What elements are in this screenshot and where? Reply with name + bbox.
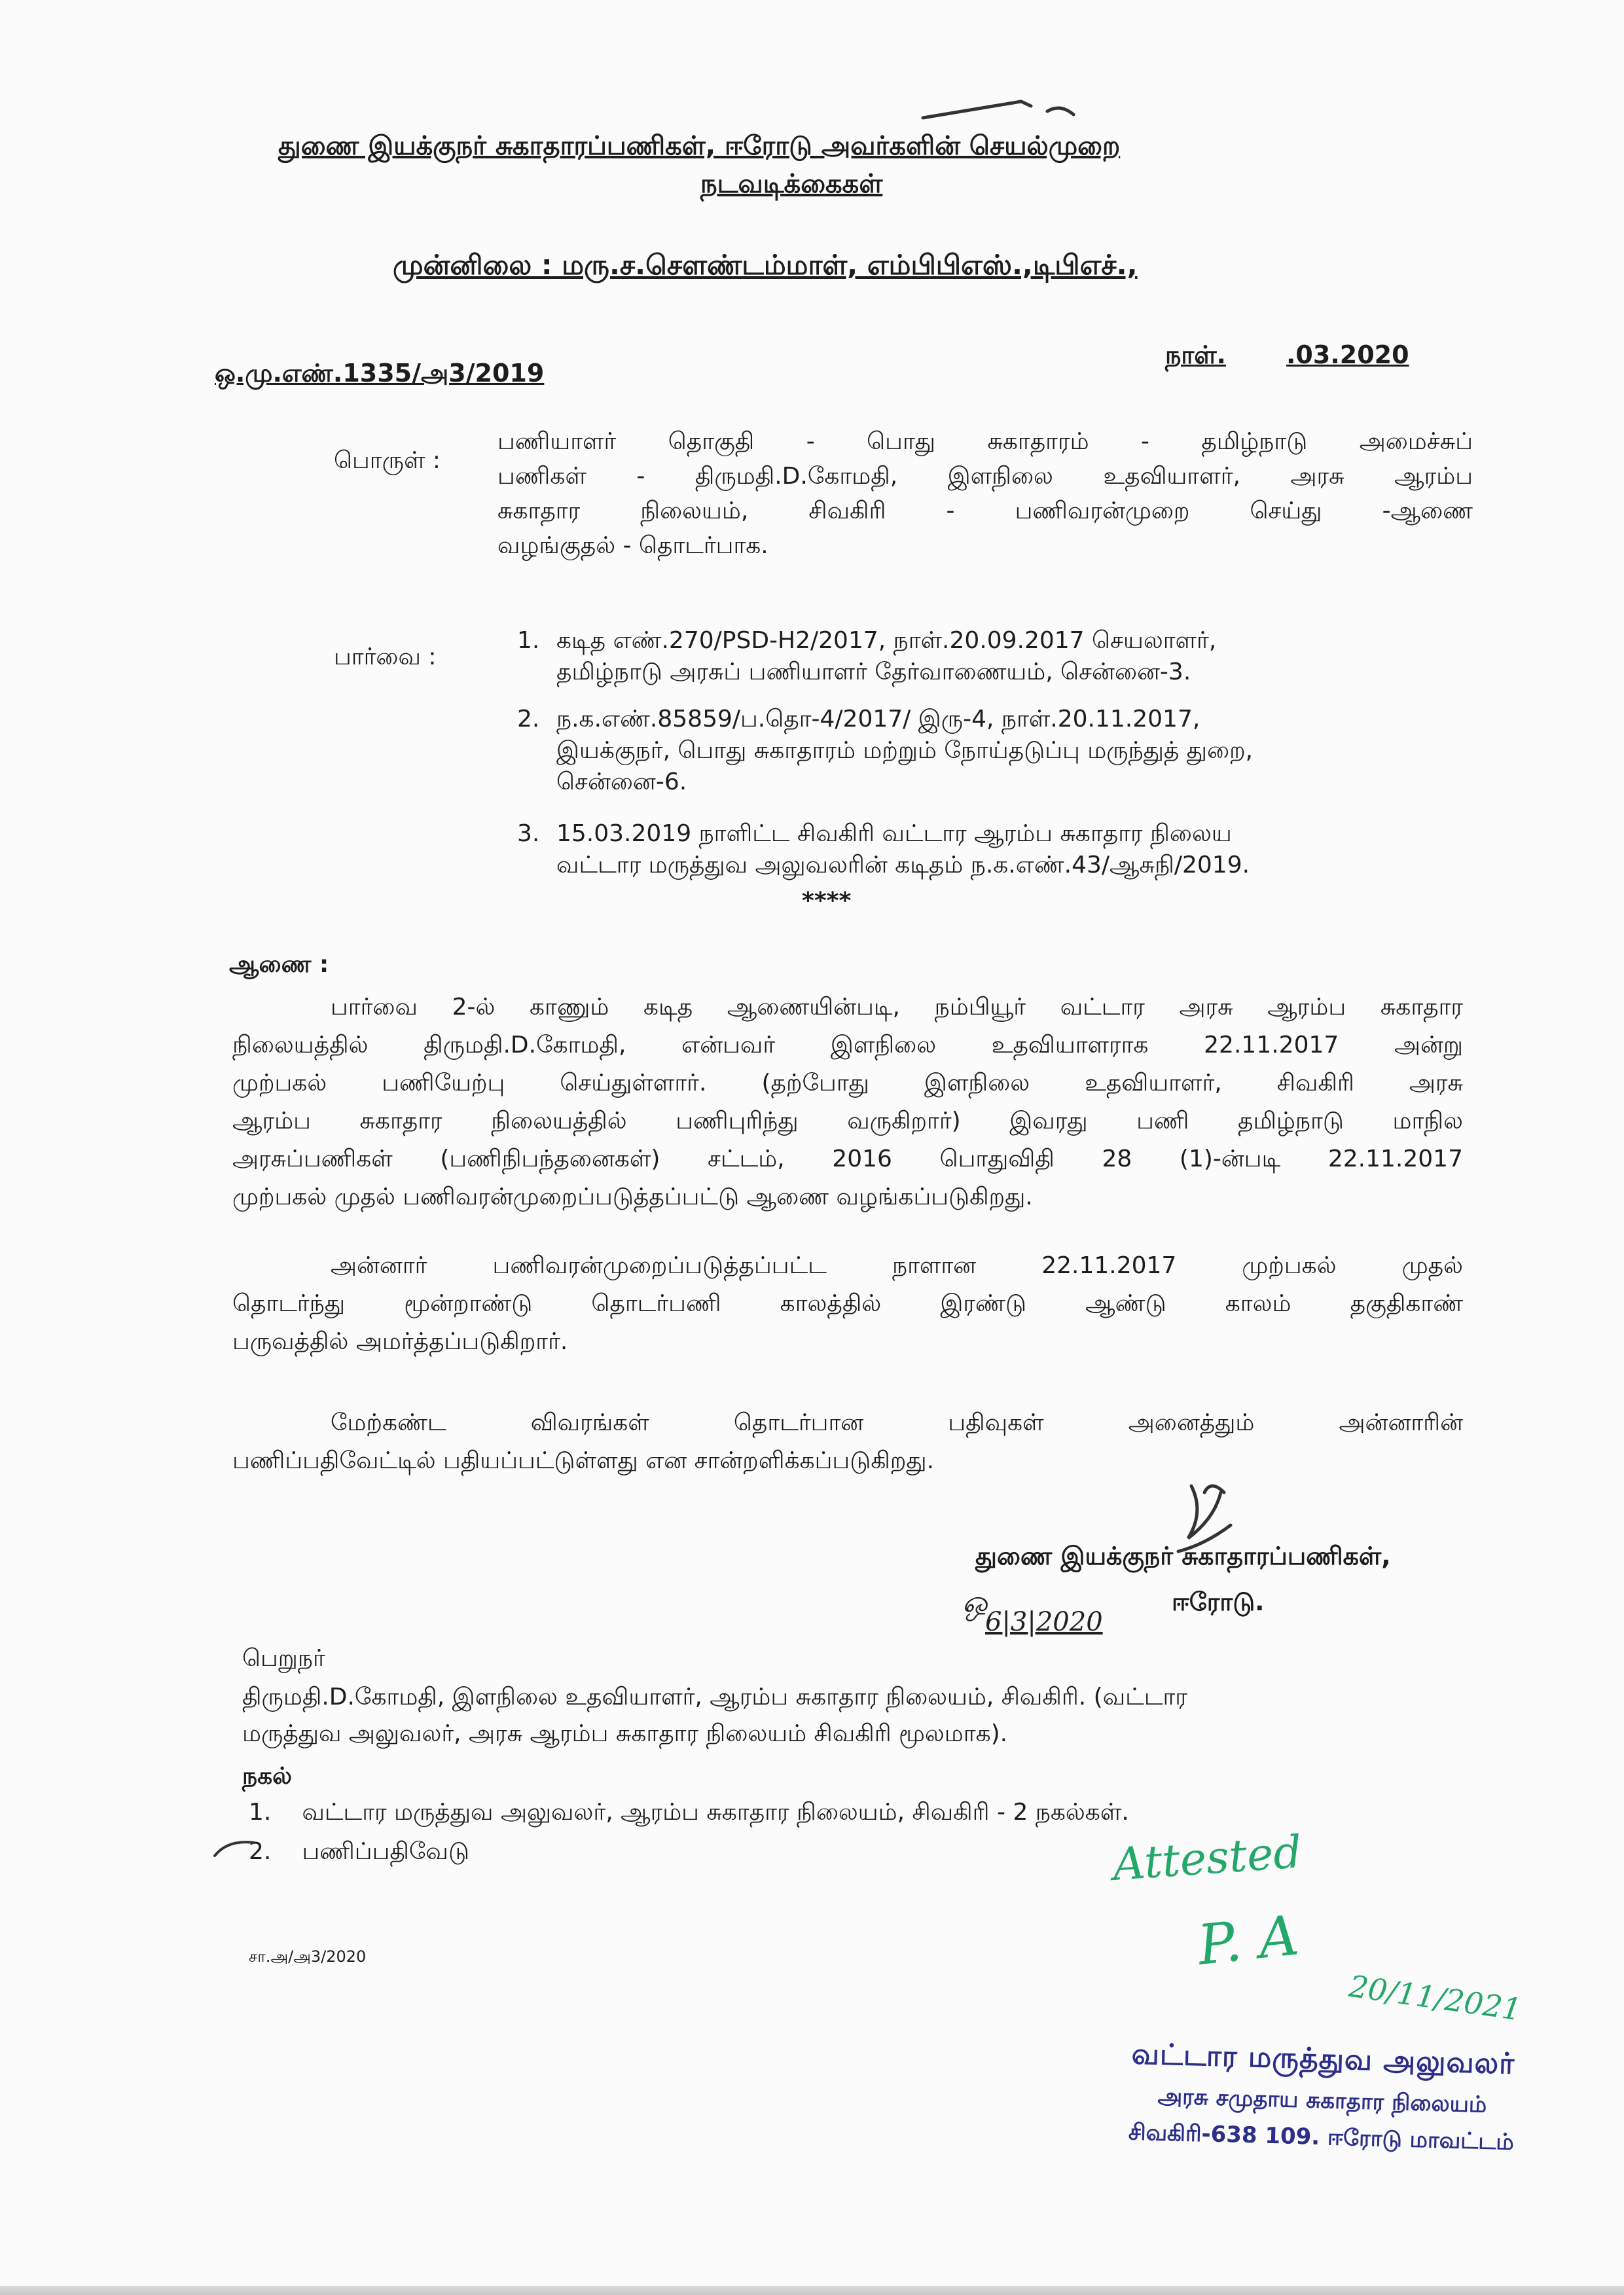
date-value: .03.2020: [1286, 340, 1409, 369]
footer-reference: சா.அ/அ3/2020: [249, 1947, 367, 1966]
paragraph-line: அரசுப்பணிகள் (பணிநிபந்தனைகள்) சட்டம், 2016 பொதுவிதி 28 (1)-ன்படி 22.11.2017: [232, 1146, 1463, 1172]
handwritten-initial: ஒ: [962, 1584, 988, 1619]
recipient-label: பெறுநர்: [242, 1645, 325, 1672]
reference-number: 1.: [517, 627, 540, 654]
copy-item: [249, 1797, 1427, 1828]
date-label: நாள்.: [1165, 340, 1226, 369]
attested-word: Attested: [1111, 1826, 1304, 1891]
subject-line: பணியாளர் தொகுதி - பொது சுகாதாரம் - தமிழ்நாடு அமைச்சுப்: [497, 428, 1473, 455]
order-paragraph-3: [232, 1404, 1463, 1480]
presence-line: முன்னிலை : மரு.ச.சௌண்டம்மாள், எம்பிபிஎஸ்.,டிபிஎச்.,: [393, 249, 1138, 281]
copy-label: நகல்: [242, 1763, 293, 1790]
signatory-designation: துணை இயக்குநர் சுகாதாரப்பணிகள்,: [975, 1542, 1391, 1570]
subject-line: சுகாதார நிலையம், சிவகிரி - பணிவரன்முறை செய்து -ஆணை: [497, 497, 1473, 524]
reference-line: 15.03.2019 நாளிட்ட சிவகிரி வட்டார ஆரம்ப சுகாதார நிலைய: [556, 820, 1232, 847]
reference-line: இயக்குநர், பொது சுகாதாரம் மற்றும் நோய்தடுப்பு மருந்துத் துறை,: [556, 737, 1254, 764]
subject-label: பொருள் :: [334, 447, 441, 474]
stamp-line-1: வட்டார மருத்துவ அலுவலர்: [1131, 2037, 1515, 2081]
copy-number: 2.: [249, 1838, 272, 1865]
scan-edge: [0, 2286, 1624, 2295]
order-paragraph-1: [232, 988, 1463, 1216]
signatory-place: ஈரோடு.: [1172, 1587, 1265, 1616]
references-label: பார்வை :: [334, 643, 437, 670]
office-stamp: [1066, 2036, 1579, 2159]
reference-line: ந.க.எண்.85859/ப.தொ-4/2017/ இரு-4, நாள்.20.11.2017,: [556, 706, 1200, 732]
paragraph-line: அன்னார் பணிவரன்முறைப்படுத்தப்பட்ட நாளான 22.11.2017 முற்பகல் முதல்: [331, 1252, 1463, 1279]
handwritten-date: 6|3|2020: [985, 1607, 1103, 1637]
attested-initials: P. A: [1195, 1903, 1302, 1978]
paragraph-line: தொடர்ந்து மூன்றாண்டு தொடர்பணி காலத்தில் இரண்டு ஆண்டு காலம் தகுதிகாண்: [232, 1290, 1463, 1317]
stamp-line-2: அரசு சமுதாய சுகாதார நிலையம்: [1157, 2083, 1487, 2118]
order-paragraph-2: [232, 1247, 1463, 1361]
doc-title-line1: துணை இயக்குநர் சுகாதாரப்பணிகள், ஈரோடு அவர்களின் செயல்முறை: [278, 131, 1121, 161]
reference-line: தமிழ்நாடு அரசுப் பணியாளர் தேர்வாணையம், சென்னை-3.: [556, 659, 1191, 685]
copy-number: 1.: [249, 1799, 272, 1826]
paragraph-line: முற்பகல் பணியேற்பு செய்துள்ளார். (தற்போது இளநிலை உதவியாளர், சிவகிரி அரசு: [232, 1070, 1463, 1096]
subject-line: வழங்குதல் - தொடர்பாக.: [497, 532, 768, 559]
paragraph-line: பருவத்தில் அமர்த்தப்படுகிறார்.: [232, 1328, 568, 1355]
reference-item: [517, 625, 1499, 688]
copy-text: பணிப்பதிவேடு: [302, 1838, 470, 1865]
paragraph-line: மேற்கண்ட விவரங்கள் தொடர்பான பதிவுகள் அனைத்தும் அன்னாரின்: [331, 1409, 1463, 1436]
paragraph-line: முற்பகல் முதல் பணிவரன்முறைப்படுத்தப்பட்டு ஆணை வழங்கப்படுகிறது.: [232, 1184, 1033, 1210]
reference-number: 2.: [517, 706, 540, 732]
pen-mark-icon: [916, 92, 1087, 131]
subject-line: பணிகள் - திருமதி.D.கோமதி, இளநிலை உதவியாளர், அரசு ஆரம்ப: [497, 463, 1473, 490]
paragraph-line: நிலையத்தில் திருமதி.D.கோமதி, என்பவர் இளநிலை உதவியாளராக 22.11.2017 அன்று: [232, 1032, 1463, 1058]
separator-stars: ****: [802, 888, 852, 914]
reference-line: கடித எண்.270/PSD-H2/2017, நாள்.20.09.2017 செயலாளர்,: [556, 627, 1217, 654]
recipient-line: திருமதி.D.கோமதி, இளநிலை உதவியாளர், ஆரம்ப சுகாதார நிலையம், சிவகிரி. (வட்டார: [242, 1684, 1187, 1710]
order-label: ஆணை :: [229, 951, 329, 978]
doc-title-line2: நடவடிக்கைகள்: [700, 169, 883, 199]
subject-block: [497, 424, 1473, 563]
stamp-line-3: சிவகிரி-638 109. ஈரோடு மாவட்டம்: [1128, 2119, 1515, 2156]
reference-item: [517, 704, 1499, 798]
reference-line: சென்னை-6.: [556, 768, 687, 795]
recipient-line: மருத்துவ அலுவலர், அரசு ஆரம்ப சுகாதார நிலையம் சிவகிரி மூலமாக).: [242, 1720, 1008, 1747]
reference-item: [517, 818, 1499, 881]
reference-number: ஒ.மு.எண்.1335/அ3/2019: [215, 359, 545, 388]
attested-date: 20/11/2021: [1346, 1968, 1524, 2028]
paragraph-line: ஆரம்ப சுகாதார நிலையத்தில் பணிபுரிந்து வருகிறார்) இவரது பணி தமிழ்நாடு மாநில: [232, 1108, 1463, 1134]
paragraph-line: பணிப்பதிவேட்டில் பதியப்பட்டுள்ளது என சான்றளிக்கப்படுகிறது.: [232, 1447, 935, 1474]
copy-text: வட்டார மருத்துவ அலுவலர், ஆரம்ப சுகாதார நிலையம், சிவகிரி - 2 நகல்கள்.: [302, 1799, 1129, 1826]
reference-number: 3.: [517, 820, 540, 847]
recipient-block: [242, 1679, 1473, 1752]
tick-mark-icon: [209, 1830, 262, 1869]
paragraph-line: பார்வை 2-ல் காணும் கடித ஆணையின்படி, நம்பியூர் வட்டார அரசு ஆரம்ப சுகாதார: [331, 994, 1463, 1021]
reference-line: வட்டார மருத்துவ அலுவலரின் கடிதம் ந.க.எண்.43/ஆசுநி/2019.: [556, 852, 1250, 878]
